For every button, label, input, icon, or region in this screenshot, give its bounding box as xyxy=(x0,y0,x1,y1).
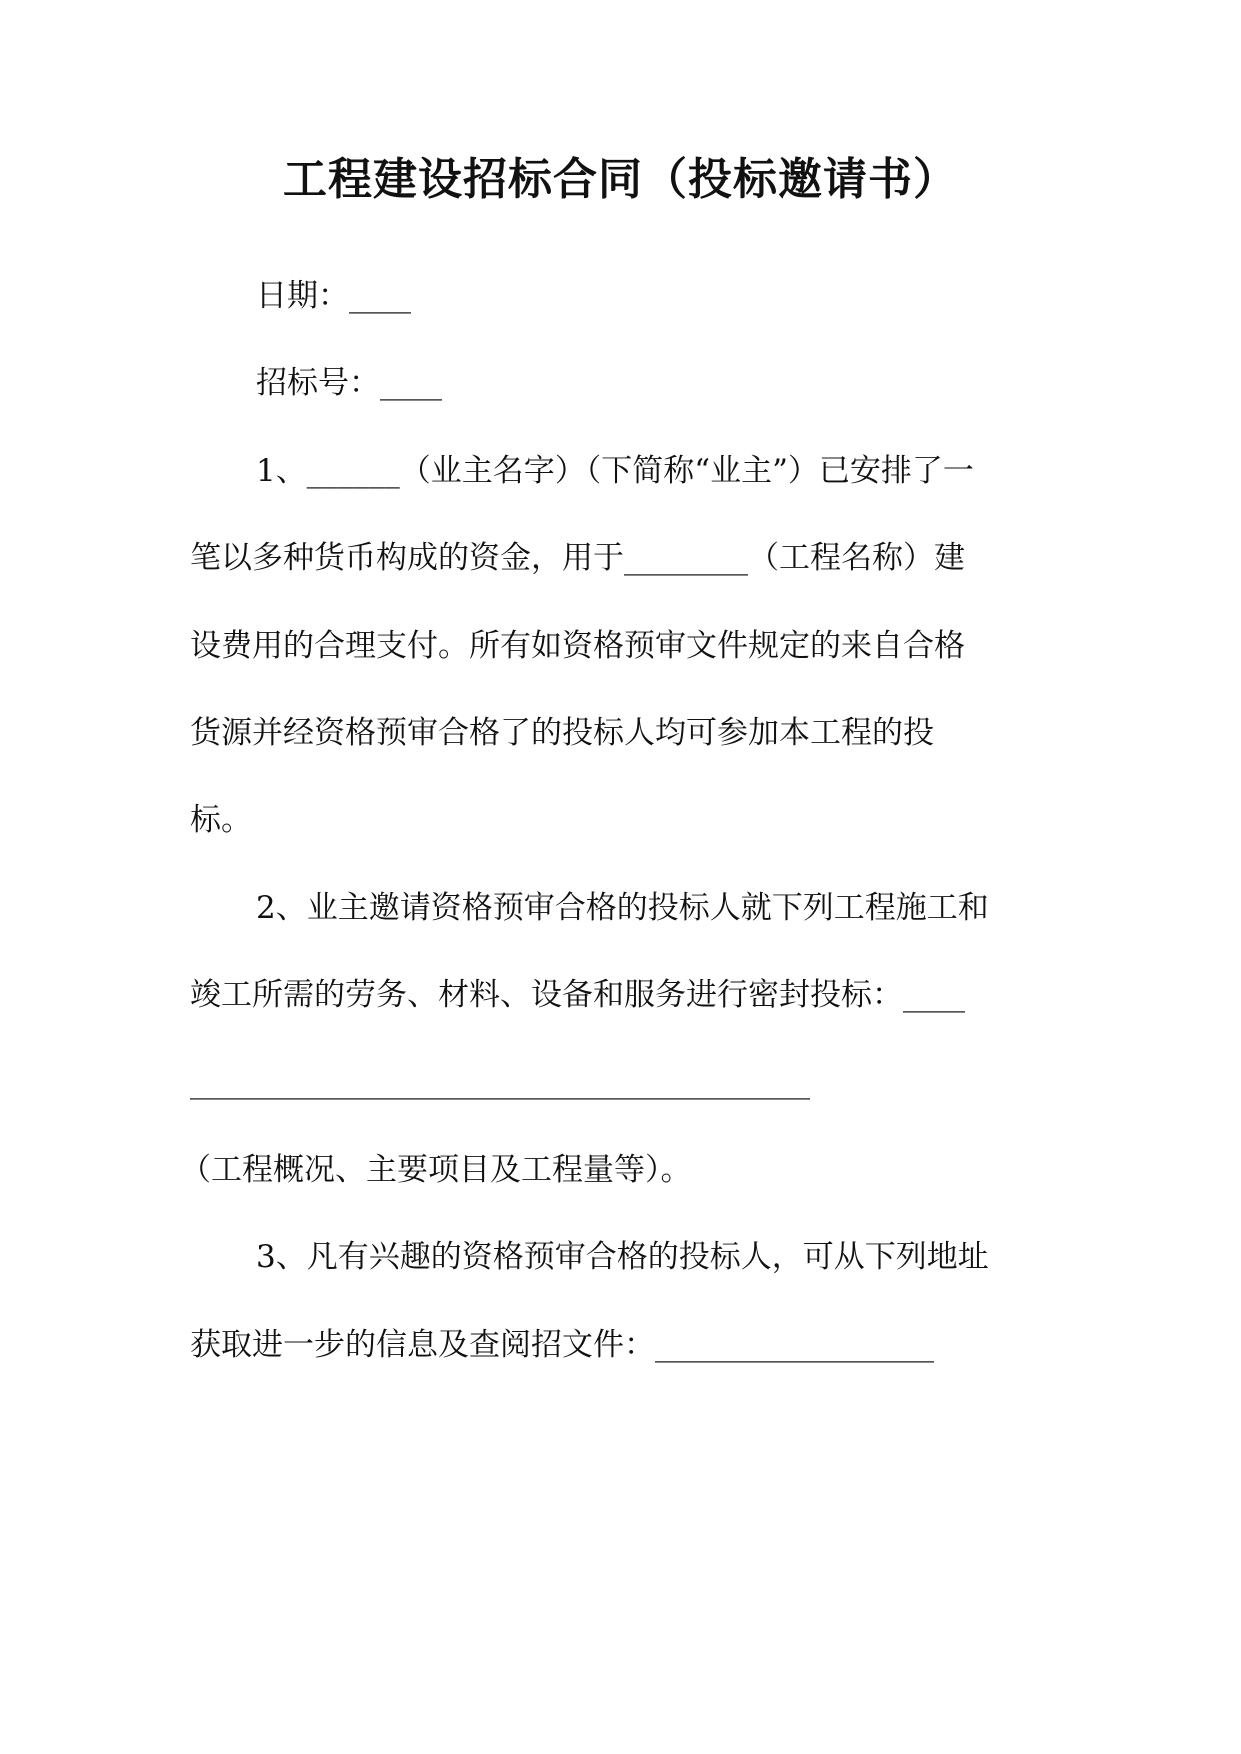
para3-line1: 3、凡有兴趣的资格预审合格的投标人，可从下列地址 xyxy=(256,1239,989,1275)
para1-line5: 标。 xyxy=(190,802,252,838)
para1-line3: 设费用的合理支付。所有如资格预审文件规定的来自合格 xyxy=(190,628,965,664)
date-line: 日期：____ xyxy=(256,278,411,314)
para2-line2: 竣工所需的劳务、材料、设备和服务进行密封投标：____ xyxy=(190,977,965,1013)
para3-line2: 获取进一步的信息及查阅招文件：__________________ xyxy=(190,1327,934,1363)
para2-line4: （工程概况、主要项目及工程量等）。 xyxy=(180,1152,692,1188)
para1-line4: 货源并经资格预审合格了的投标人均可参加本工程的投 xyxy=(190,715,934,751)
para1-line2: 笔以多种货币构成的资金，用于________（工程名称）建 xyxy=(190,540,965,576)
para1-line1: 1、______（业主名字）（下简称“业主”）已安排了一 xyxy=(256,453,974,489)
bid-number-line: 招标号：____ xyxy=(256,365,442,401)
para2-line1: 2、业主邀请资格预审合格的投标人就下列工程施工和 xyxy=(256,890,989,926)
para2-line3-blank: ________________________________________ xyxy=(190,1064,810,1100)
document-title: 工程建设招标合同（投标邀请书） xyxy=(283,154,958,205)
